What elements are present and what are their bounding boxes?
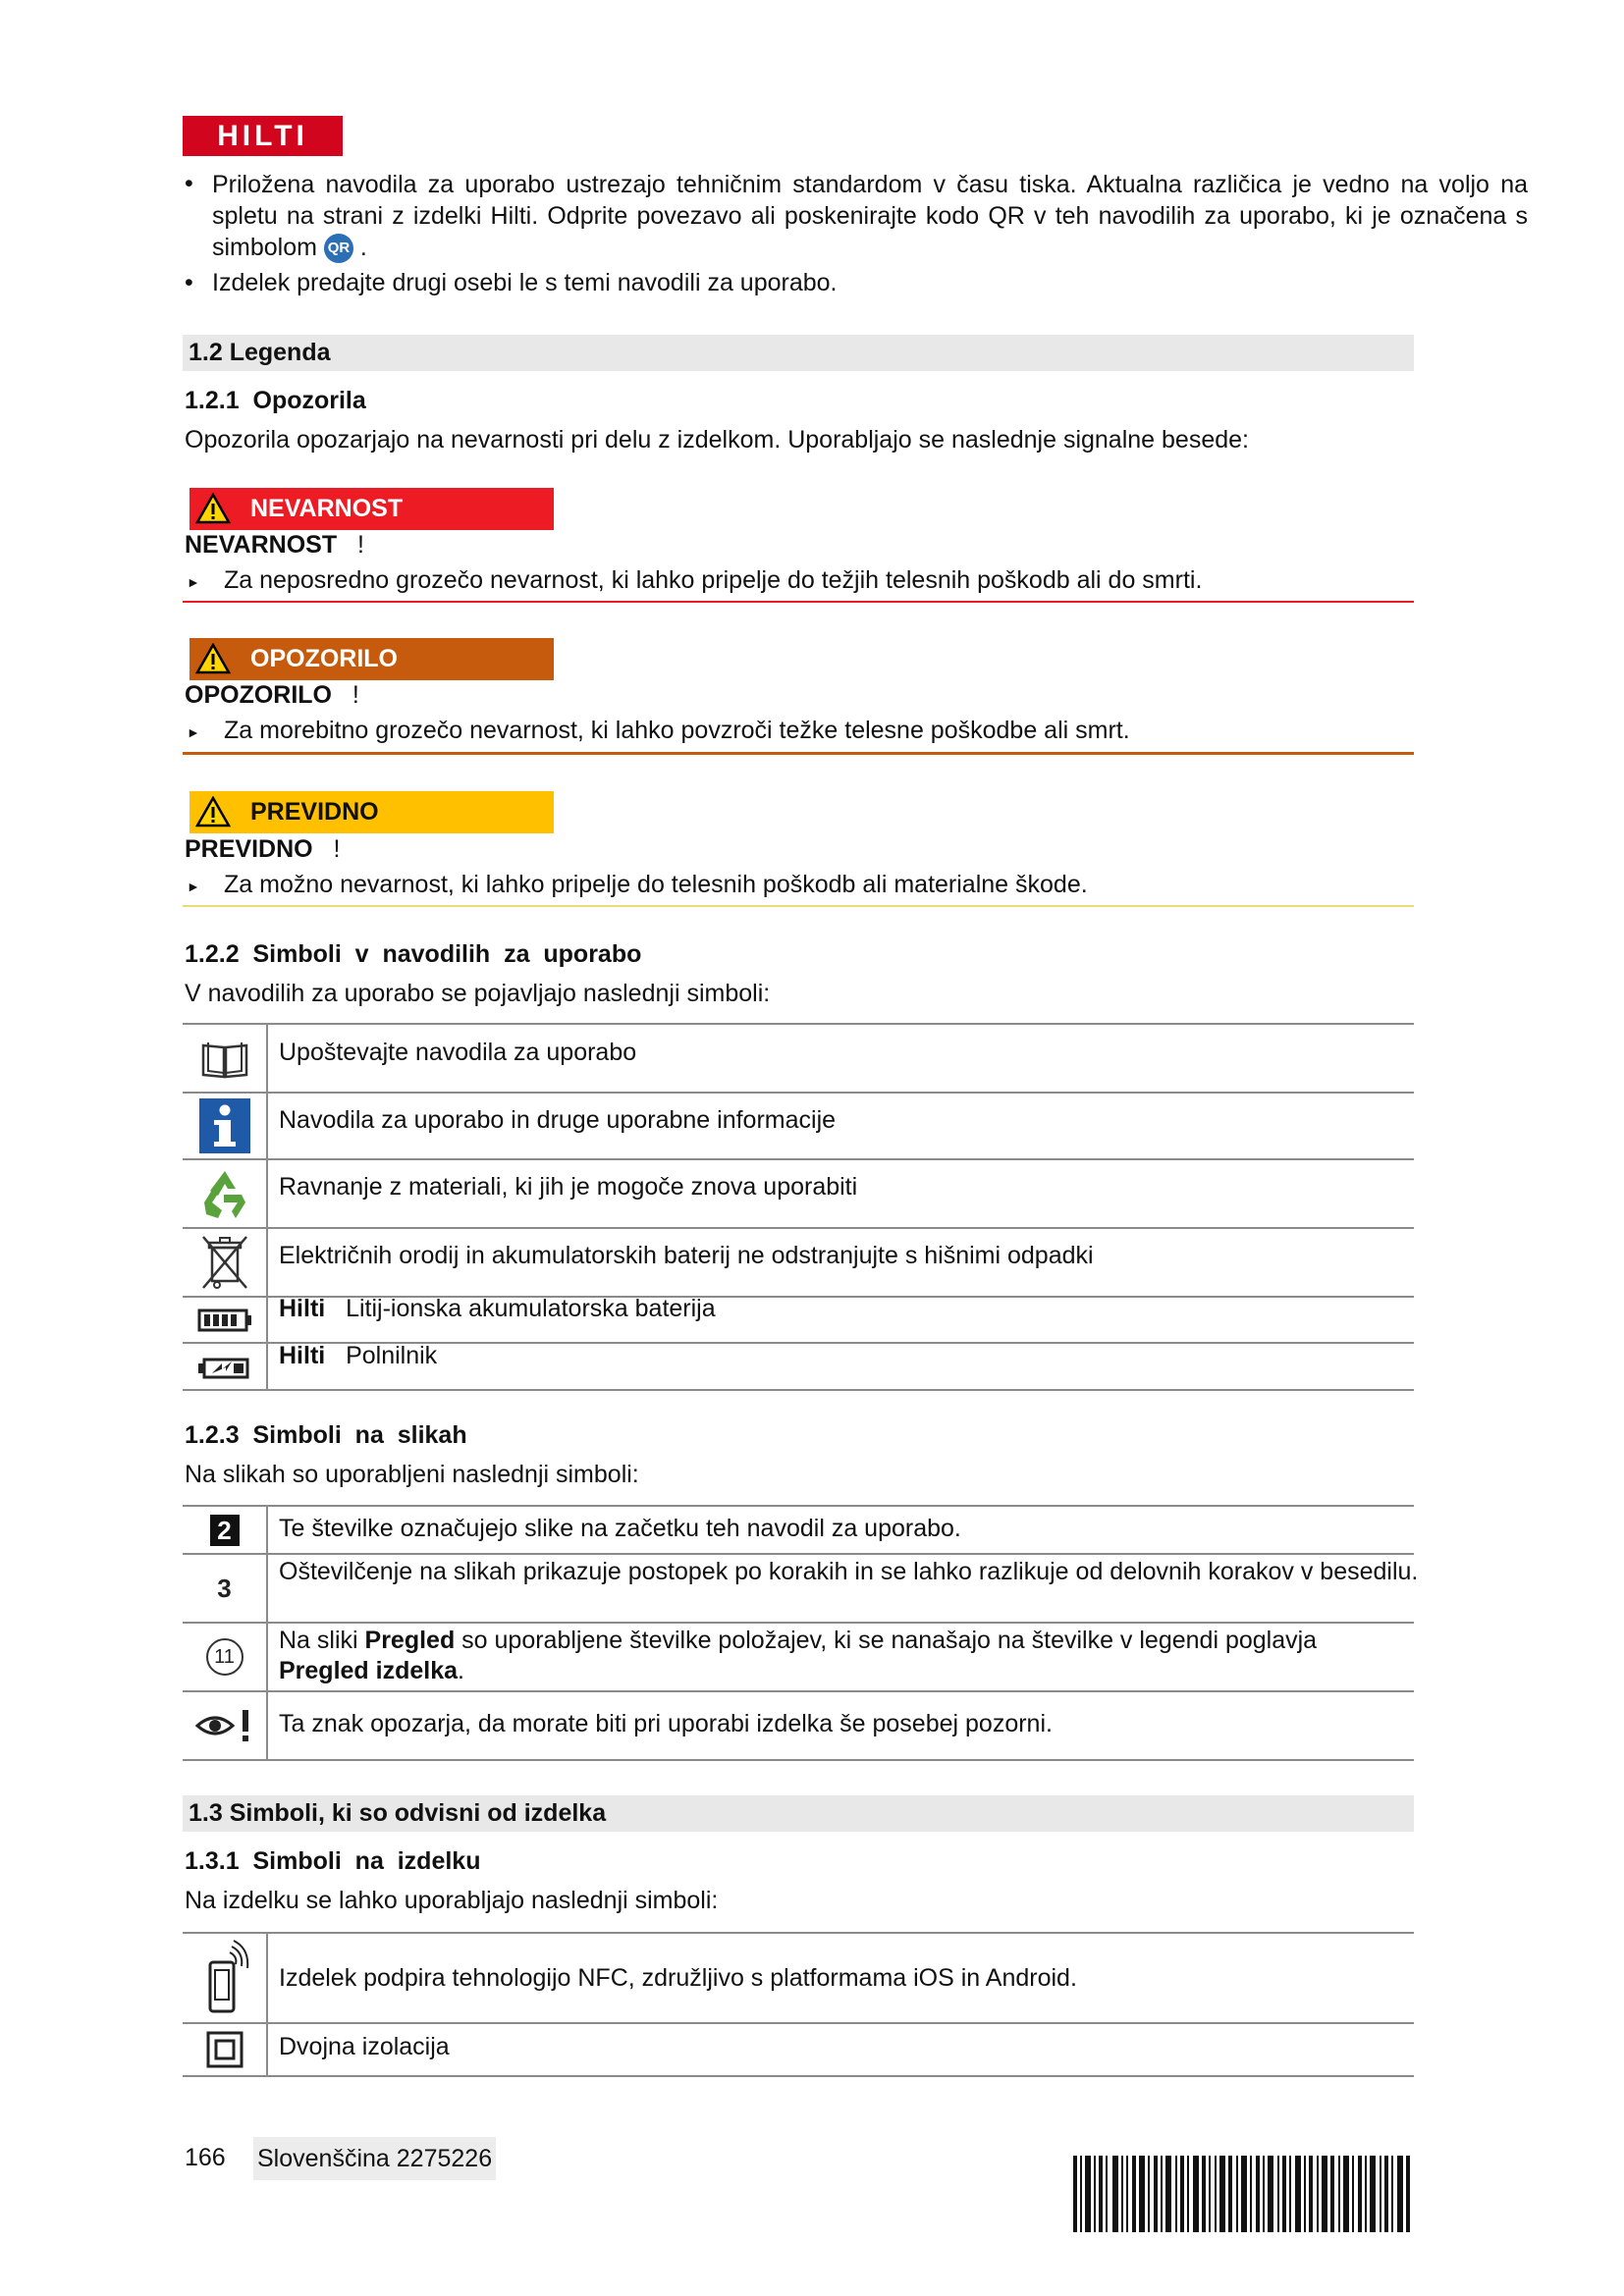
table-icon-cell [183, 1298, 266, 1342]
table-icon-cell [183, 1160, 266, 1227]
bullet-marker: • [185, 170, 193, 197]
page-number: 166 [185, 2144, 226, 2171]
table-row-text: Te številke označujejo slike na začetku teh navodil za uporabo. [279, 1515, 961, 1542]
table-column-rule [266, 1023, 268, 1389]
table-icon-cell [183, 2024, 266, 2075]
subsection-title-simboli-izdelku: 1.3.1 Simboli na izdelku [185, 1847, 481, 1875]
table-column-rule [266, 1505, 268, 1759]
row-text-part: Na sliki [279, 1627, 365, 1654]
table-row-text: Izdelek podpira tehnologijo NFC, združljivo s platformama iOS in Android. [279, 1964, 1077, 1992]
brand-label: Hilti [279, 1342, 326, 1369]
footer-language: Slovenščina [257, 2145, 390, 2172]
intro-bullet-1 [212, 169, 1528, 263]
signal-divider-danger [183, 601, 1414, 603]
table-rule [183, 2075, 1414, 2077]
subsection-title-simboli-navodila: 1.2.2 Simboli v navodilih za uporabo [185, 940, 642, 968]
simboli-izdelku-intro: Na izdelku se lahko uporabljajo naslednji simboli: [185, 1887, 719, 1914]
table-rule [183, 1505, 1414, 1507]
table-column-rule [266, 1932, 268, 2075]
table-row-text: Upoštevajte navodila za uporabo [279, 1039, 637, 1066]
table-rule [183, 1158, 1414, 1160]
signal-divider-warning [183, 752, 1414, 755]
warning-triangle-icon [195, 796, 231, 828]
table-rule [183, 2022, 1414, 2024]
nfc-phone-icon [200, 1939, 249, 2017]
arrow-marker: ► [187, 724, 200, 740]
table-rule [183, 1690, 1414, 1692]
footer-doc-number: 2275226 [396, 2145, 493, 2172]
table-icon-cell [183, 1507, 266, 1553]
table-icon-cell [183, 1934, 266, 2022]
row-description: Litij-ionska akumulatorska baterija [346, 1295, 716, 1322]
table-rule [183, 1023, 1414, 1025]
signal-heading-mark: ! [352, 681, 359, 709]
table-rule [183, 1932, 1414, 1934]
table-icon-cell [183, 1025, 266, 1092]
subsection-title-opozorila: 1.2.1 Opozorila [185, 387, 366, 414]
figure-number-badge: 2 [210, 1515, 240, 1546]
signal-divider-caution [183, 905, 1414, 907]
intro-bullet-1-text: Priložena navodila za uporabo ustrezajo tehničnim standardom v času tiska. Aktualna različica je vedno na voljo na spletu na strani z izdelki Hilti. Odprite povezavo ali poskenirajte kodo QR v teh navodilih za uporabo, ki je označena s simbolom [212, 171, 1528, 261]
book-icon [200, 1038, 249, 1079]
subsection-title-simboli-slike: 1.2.3 Simboli na slikah [185, 1421, 467, 1449]
table-icon-cell [183, 1229, 266, 1296]
table-row-text: Ravnanje z materiali, ki jih je mogoče znova uporabiti [279, 1173, 858, 1201]
bullet-marker: • [185, 269, 193, 296]
crossed-bin-icon [200, 1234, 249, 1291]
signal-text-caution: Za možno nevarnost, ki lahko pripelje do telesnih poškodb ali materialne škode. [224, 871, 1088, 898]
table-icon-cell [183, 1624, 266, 1690]
signal-badge-caution [189, 791, 554, 833]
table-row-text-pregled [279, 1626, 1388, 1686]
eye-attention-icon [195, 1706, 254, 1745]
section-title-legenda: 1.2 Legenda [183, 335, 1414, 371]
table-icon-cell [183, 1344, 266, 1389]
table-row-text-charger [279, 1341, 437, 1371]
battery-icon [197, 1308, 252, 1332]
table-row-text: Ta znak opozarja, da morate biti pri uporabi izdelka še posebej pozorni. [279, 1710, 1053, 1737]
footer-language-doc [253, 2137, 496, 2180]
qr-code-icon: QR [324, 234, 353, 263]
warning-triangle-icon [195, 493, 231, 524]
table-rule [183, 1227, 1414, 1229]
arrow-marker: ► [187, 574, 200, 590]
step-number: 3 [217, 1573, 232, 1603]
table-row-text: Navodila za uporabo in druge uporabne informacije [279, 1106, 837, 1134]
table-rule [183, 1759, 1414, 1761]
table-icon-cell [183, 1094, 266, 1158]
recycle-icon [198, 1167, 251, 1220]
simboli-navodila-intro: V navodilih za uporabo se pojavljajo naslednji simboli: [185, 980, 771, 1007]
simboli-slike-intro: Na slikah so uporabljeni naslednji simboli: [185, 1461, 639, 1488]
signal-heading-caution [185, 834, 340, 865]
section-title-simboli-izdelka: 1.3 Simboli, ki so odvisni od izdelka [183, 1795, 1414, 1832]
table-icon-cell [183, 1692, 266, 1759]
brand-label: Hilti [279, 1295, 326, 1322]
signal-heading-text: OPOZORILO [185, 681, 332, 709]
charger-icon [196, 1352, 253, 1381]
signal-badge-label: PREVIDNO [250, 798, 379, 826]
info-icon [199, 1098, 250, 1153]
signal-text-danger: Za neposredno grozečo nevarnost, ki lahko pripelje do težjih telesnih poškodb ali do smrti. [224, 566, 1203, 594]
signal-heading-warning [185, 680, 359, 711]
hilti-logo: HILTI [183, 116, 343, 156]
intro-bullet-1-end: . [359, 234, 367, 261]
row-text-part: so uporabljene številke položajev, ki se nanašajo na številke v legendi poglavja [455, 1627, 1318, 1654]
warning-triangle-icon [195, 643, 231, 674]
row-text-bold: Pregled [364, 1627, 456, 1654]
table-row-text: Oštevilčenje na slikah prikazuje postopek po korakih in se lahko razlikuje od delovnih korakov v besedilu. [279, 1558, 1419, 1585]
signal-heading-text: PREVIDNO [185, 835, 313, 863]
row-text-part: . [458, 1657, 464, 1684]
signal-heading-danger [185, 530, 364, 561]
table-icon-cell [183, 1555, 266, 1622]
signal-heading-mark: ! [333, 835, 341, 863]
table-row-text-battery [279, 1294, 716, 1324]
position-number-circle: 11 [206, 1638, 244, 1676]
arrow-marker: ► [187, 879, 200, 894]
signal-badge-label: OPOZORILO [250, 645, 398, 672]
double-insulation-icon [206, 2031, 244, 2068]
table-rule [183, 1389, 1414, 1391]
table-rule [183, 1622, 1414, 1624]
signal-badge-warning [189, 638, 554, 680]
row-description: Polnilnik [346, 1342, 438, 1369]
table-row-text: Dvojna izolacija [279, 2033, 450, 2060]
table-rule [183, 1553, 1414, 1555]
signal-heading-text: NEVARNOST [185, 531, 338, 559]
barcode-graphic [1073, 2156, 1411, 2232]
table-row-text: Električnih orodij in akumulatorskih baterij ne odstranjujte s hišnimi odpadki [279, 1242, 1094, 1269]
intro-bullet-2: Izdelek predajte drugi osebi le s temi navodili za uporabo. [212, 269, 838, 296]
table-rule [183, 1092, 1414, 1094]
row-text-bold: Pregled izdelka [279, 1657, 459, 1684]
signal-badge-label: NEVARNOST [250, 495, 404, 522]
opozorila-intro: Opozorila opozarjajo na nevarnosti pri delu z izdelkom. Uporabljajo se naslednje signalne besede: [185, 426, 1249, 454]
signal-badge-danger [189, 488, 554, 530]
signal-text-warning: Za morebitno grozečo nevarnost, ki lahko povzroči težke telesne poškodbe ali smrt. [224, 717, 1130, 744]
signal-heading-mark: ! [356, 531, 364, 559]
